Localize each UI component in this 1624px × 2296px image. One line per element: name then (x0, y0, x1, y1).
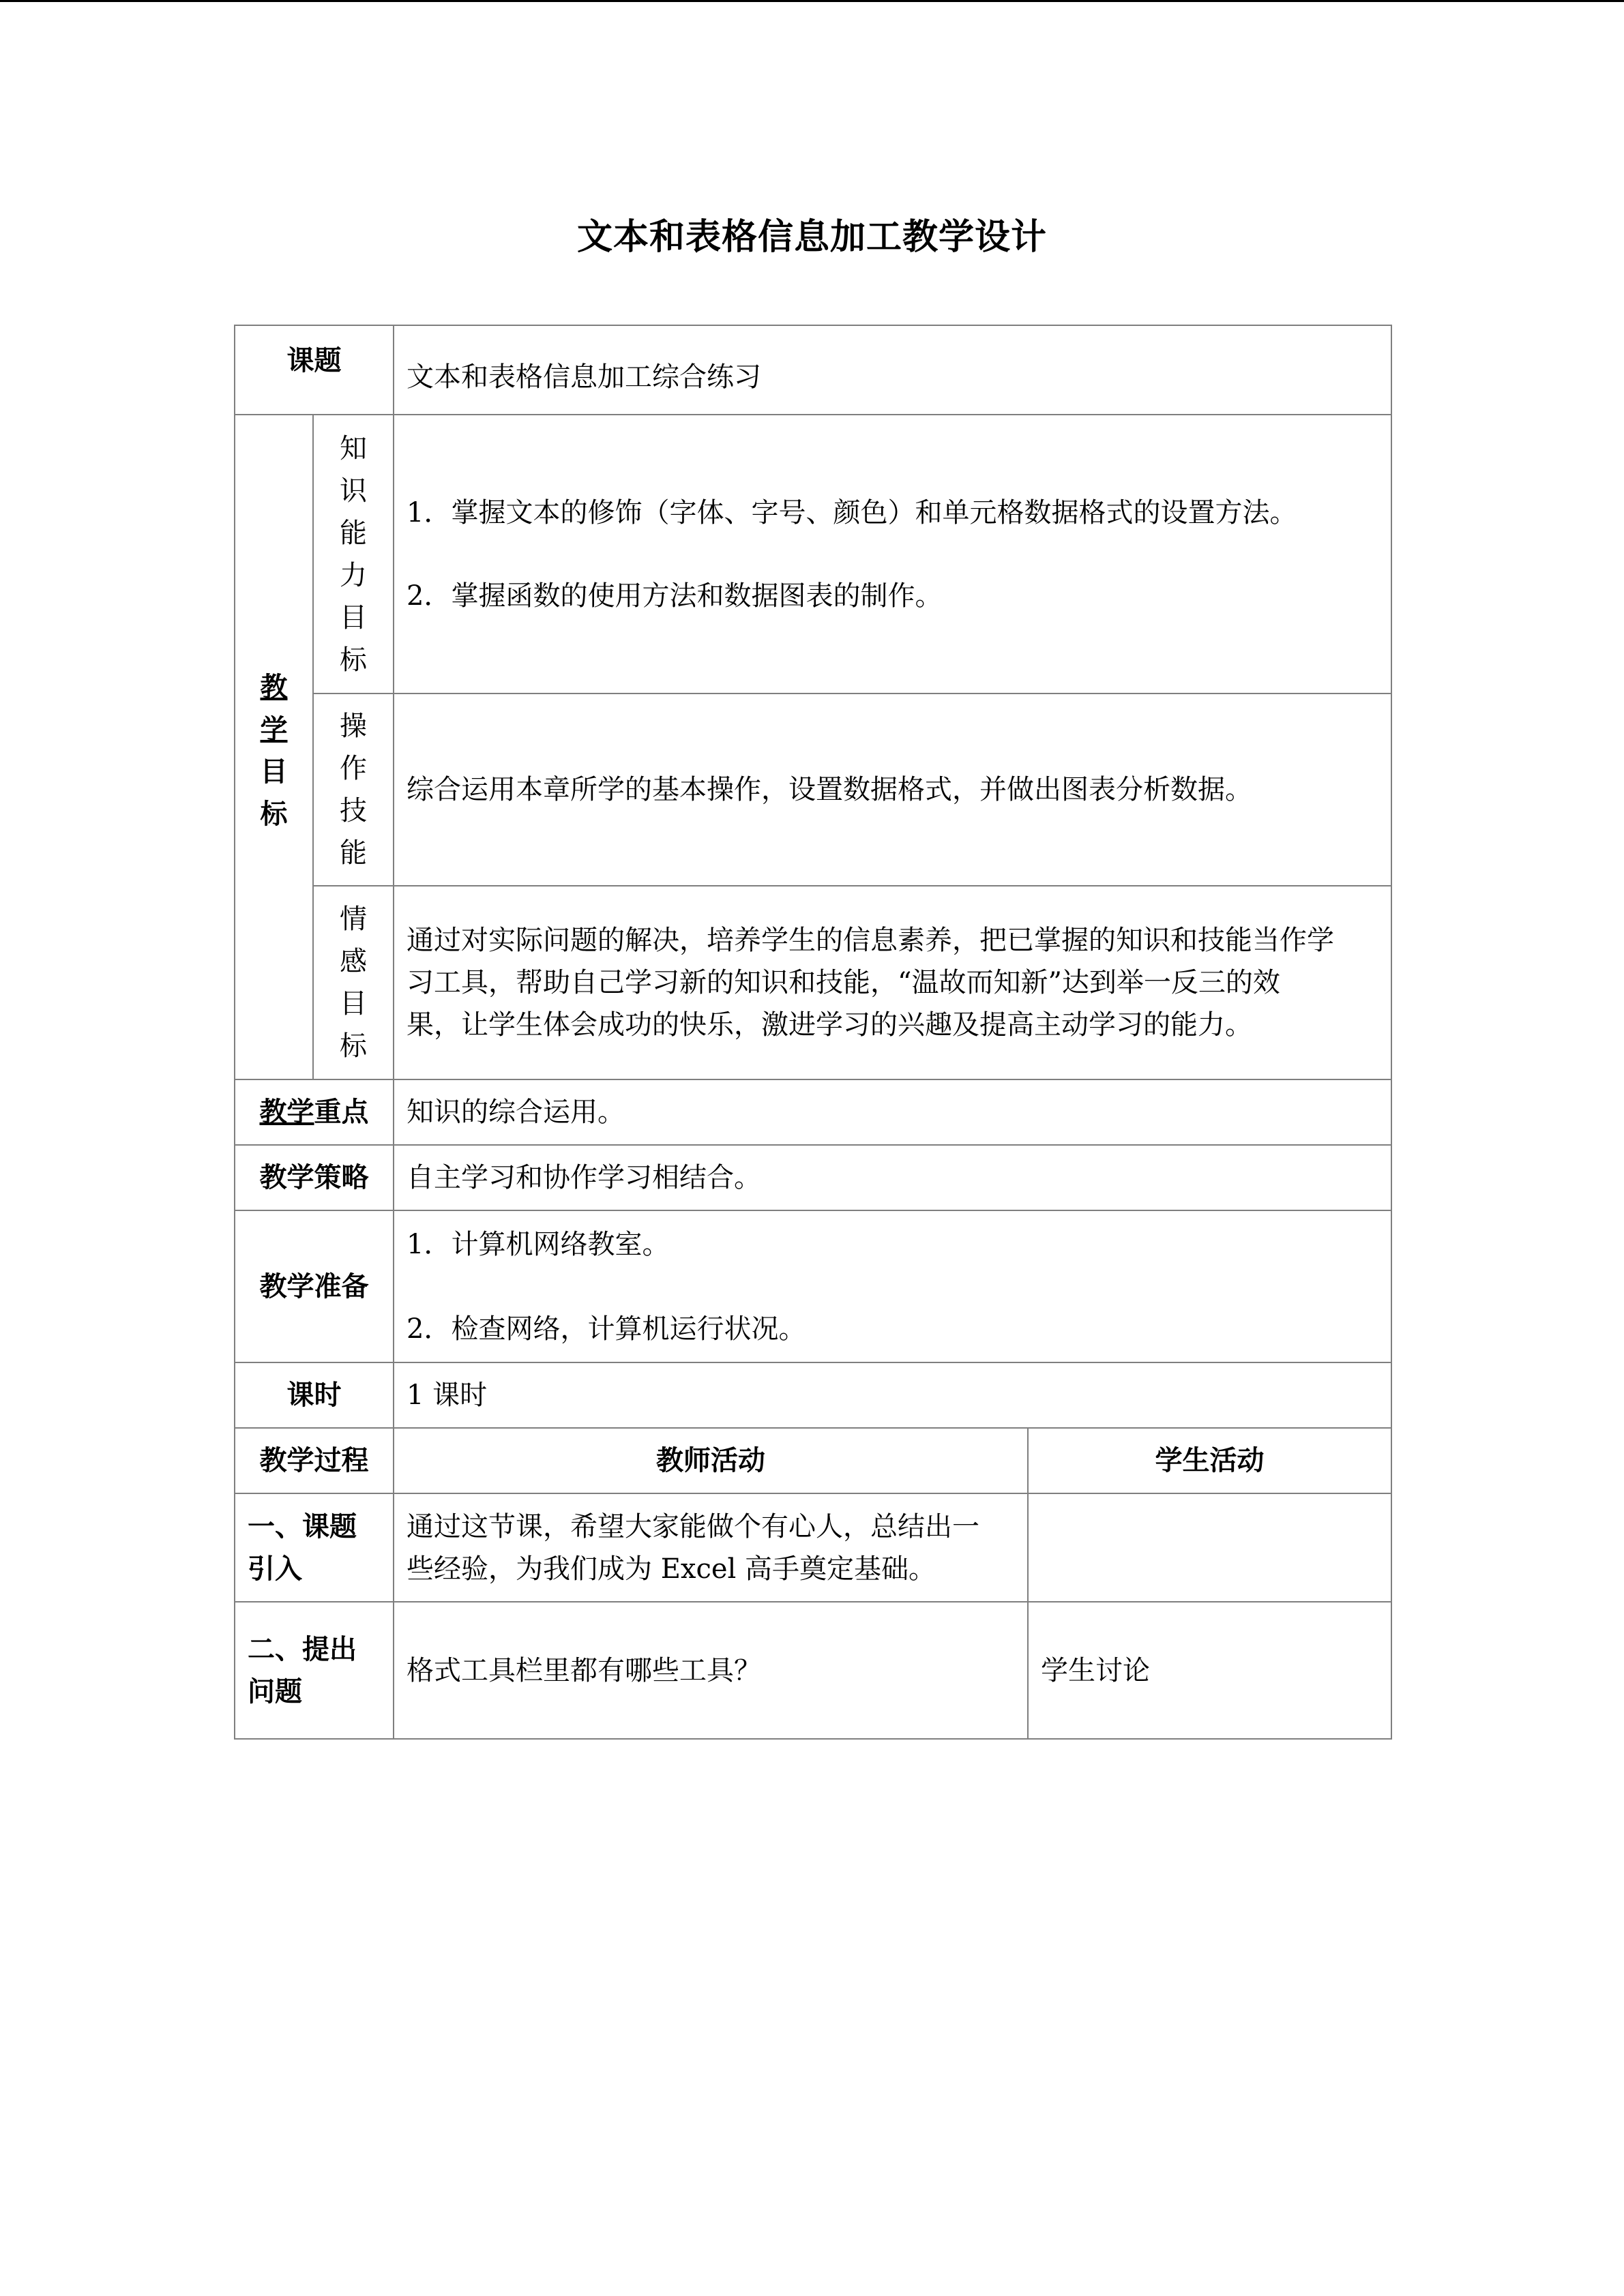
strategy-value-text: 自主学习和协作学习相结合。 (407, 1162, 761, 1193)
skill-char-4: 能 (340, 837, 367, 869)
page-top-border (0, 0, 1624, 2)
process-teacher-2 (394, 1602, 1028, 1739)
goals-label-char-2: 学 (260, 713, 288, 745)
skill-goal-content (394, 694, 1391, 886)
strategy-value (394, 1145, 1391, 1210)
knowledge-char-5: 目 (340, 601, 367, 633)
knowledge-char-1: 知 (340, 432, 367, 464)
process-student-1 (1028, 1493, 1391, 1602)
focus-value-text: 知识的综合运用。 (407, 1097, 625, 1128)
goal-knowledge-row (235, 415, 1391, 694)
focus-label-rest: 重点 (314, 1097, 369, 1128)
knowledge-goal-label (313, 415, 394, 694)
skill-char-1: 操 (340, 711, 367, 742)
emotion-goal-label (313, 886, 394, 1079)
process-stage-1-line-2: 引入 (248, 1553, 302, 1585)
process-header-teacher: 教师活动 (394, 1428, 1028, 1493)
process-stage-2 (235, 1602, 394, 1739)
process-header-student: 学生活动 (1028, 1428, 1391, 1493)
preparation-item-1: 1．计算机网络教室。 (407, 1228, 670, 1260)
emotion-goal-line-2: 习工具，帮助自己学习新的知识和技能，“温故而知新”达到举一反三的效 (407, 967, 1280, 998)
knowledge-char-2: 识 (340, 475, 367, 507)
topic-label: 课题 (235, 325, 394, 415)
emotion-goal-line-1: 通过对实际问题的解决，培养学生的信息素养，把已掌握的知识和技能当作学 (407, 925, 1334, 956)
goals-label-char-4: 标 (260, 798, 288, 830)
skill-char-2: 作 (340, 753, 367, 784)
knowledge-char-6: 标 (340, 644, 367, 676)
skill-goal-label (313, 694, 394, 886)
preparation-item-2: 2．检查网络，计算机运行状况。 (407, 1313, 806, 1345)
knowledge-char-4: 力 (340, 559, 367, 591)
topic-row (235, 325, 1391, 415)
topic-value (394, 325, 1391, 415)
skill-goal-text: 综合运用本章所学的基本操作，设置数据格式，并做出图表分析数据。 (407, 774, 1252, 805)
hours-row (235, 1362, 1391, 1428)
goal-skill-row (235, 694, 1391, 886)
emotion-char-1: 情 (340, 904, 367, 935)
preparation-content (394, 1210, 1391, 1362)
process-teacher-1-line-1: 通过这节课，希望大家能做个有心人，总结出一 (407, 1510, 979, 1542)
focus-label (235, 1079, 394, 1145)
process-header-row (235, 1428, 1391, 1493)
strategy-row (235, 1145, 1391, 1210)
goal-emotion-row (235, 886, 1391, 1079)
emotion-goal-line-3: 果，让学生体会成功的快乐，激进学习的兴趣及提高主动学习的能力。 (407, 1009, 1252, 1041)
knowledge-goal-content (394, 415, 1391, 694)
knowledge-char-3: 能 (340, 517, 367, 549)
process-header-stage: 教学过程 (235, 1428, 394, 1493)
process-row (235, 1602, 1391, 1739)
knowledge-goal-item-1: 1．掌握文本的修饰（字体、字号、颜色）和单元格数据格式的设置方法。 (407, 496, 1297, 528)
focus-label-underlined: 教学 (259, 1097, 314, 1128)
emotion-char-4: 标 (340, 1030, 367, 1062)
process-stage-2-line-1: 二、提出 (248, 1633, 357, 1665)
hours-value-text: 1 课时 (407, 1380, 488, 1411)
process-student-2: 学生讨论 (1028, 1602, 1391, 1739)
process-row (235, 1493, 1391, 1602)
topic-value-text: 文本和表格信息加工综合练习 (407, 361, 761, 393)
hours-label: 课时 (235, 1362, 394, 1428)
skill-char-3: 技 (340, 795, 367, 826)
emotion-goal-content (394, 886, 1391, 1079)
preparation-label: 教学准备 (235, 1210, 394, 1362)
document-title: 文本和表格信息加工教学设计 (576, 217, 1047, 258)
process-teacher-2-line-1: 格式工具栏里都有哪些工具？ (407, 1654, 761, 1686)
teaching-goals-label (235, 415, 313, 1079)
lesson-plan-table (234, 325, 1392, 1740)
process-stage-2-line-2: 问题 (248, 1675, 302, 1708)
knowledge-goal-item-2: 2．掌握函数的使用方法和数据图表的制作。 (407, 580, 943, 612)
focus-row (235, 1079, 1391, 1145)
goals-label-char-1: 教 (260, 671, 288, 703)
process-stage-1-line-1: 一、课题 (248, 1510, 357, 1542)
process-stage-1 (235, 1493, 394, 1602)
goals-label-char-3: 目 (260, 756, 288, 788)
strategy-label: 教学策略 (235, 1145, 394, 1210)
emotion-char-2: 感 (340, 946, 367, 977)
preparation-row (235, 1210, 1391, 1362)
hours-value (394, 1362, 1391, 1428)
emotion-char-3: 目 (340, 988, 367, 1019)
process-teacher-1-line-2: 些经验，为我们成为 Excel 高手奠定基础。 (407, 1553, 936, 1585)
focus-value (394, 1079, 1391, 1145)
process-teacher-1 (394, 1493, 1028, 1602)
